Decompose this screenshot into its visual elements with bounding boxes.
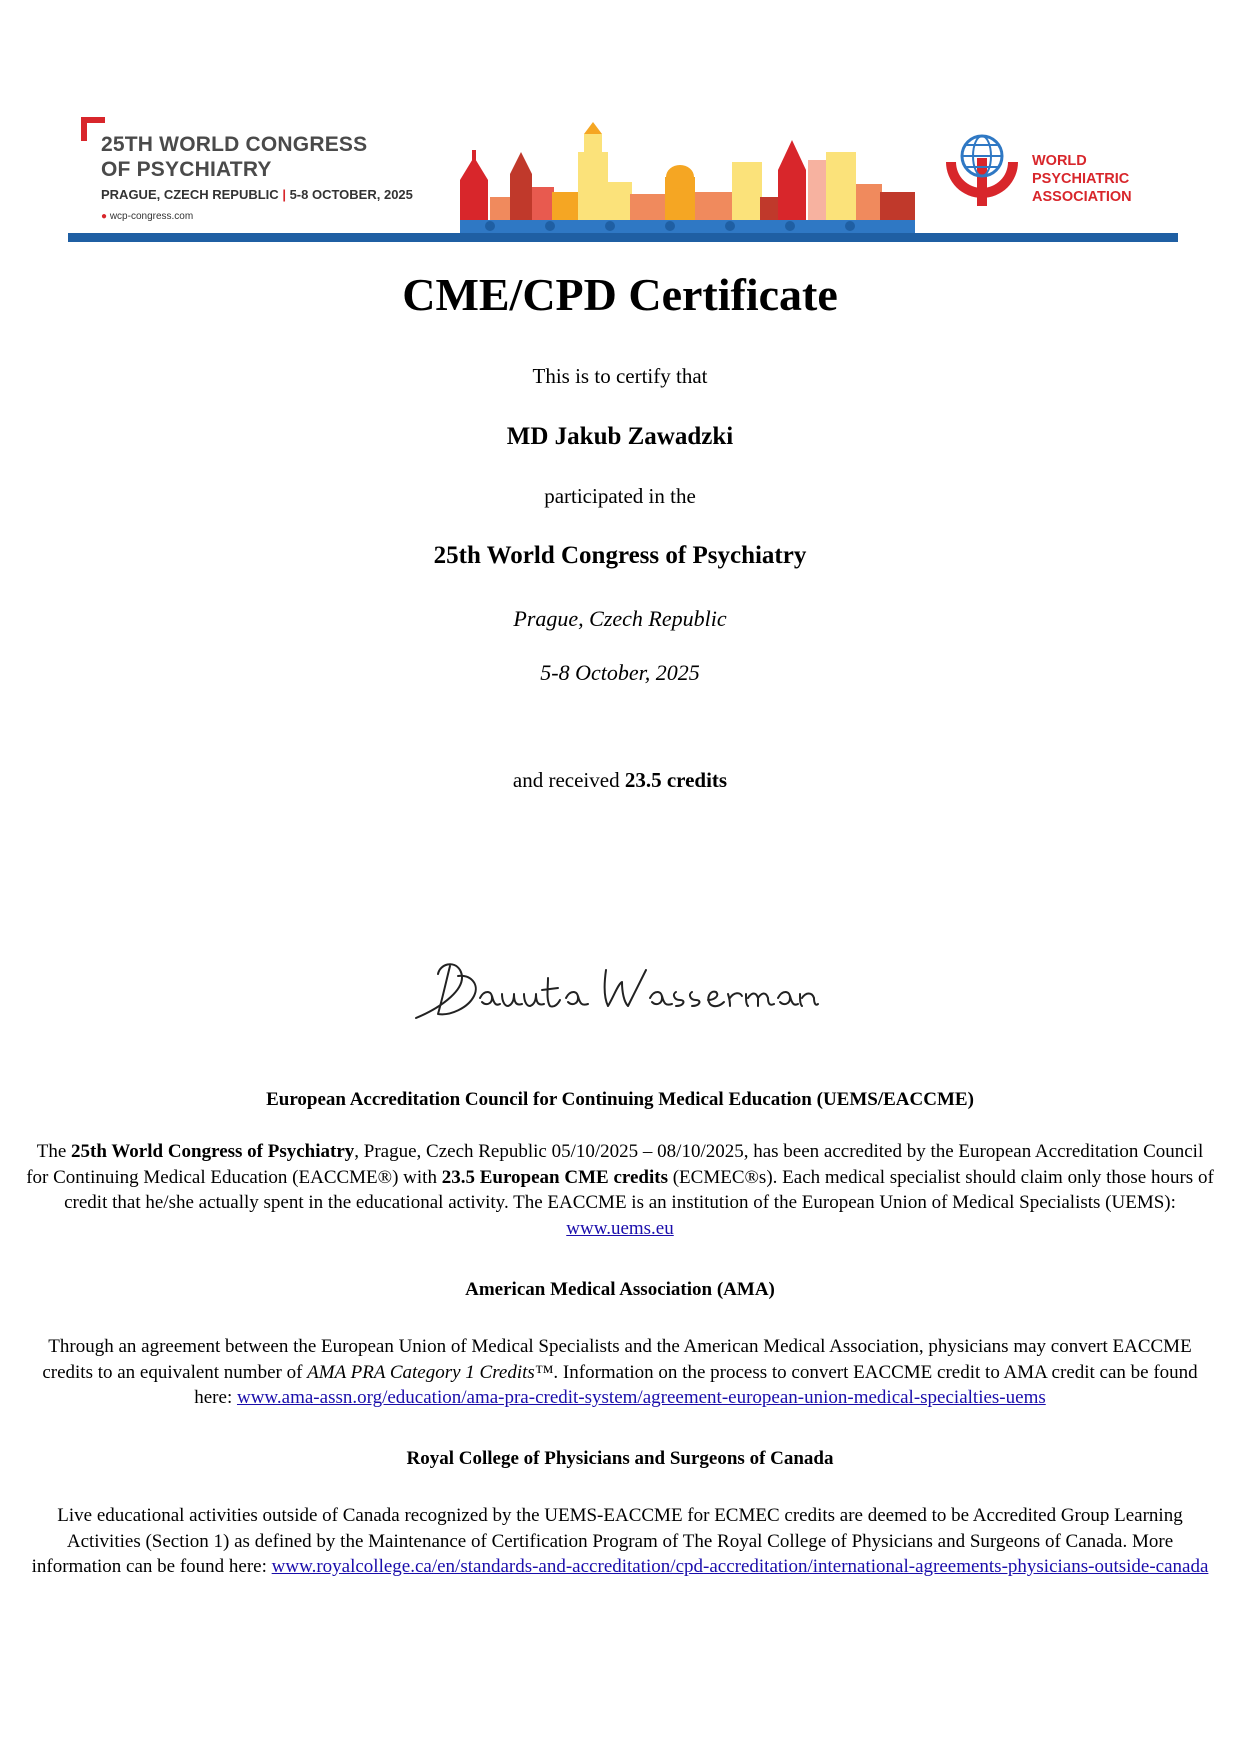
prague-skyline-illustration: [460, 122, 915, 235]
congress-title-line1: 25TH WORLD CONGRESS: [101, 133, 368, 156]
credits-value: 23.5 credits: [624, 768, 728, 792]
wpa-logo-text: [1032, 152, 1132, 206]
eaccme-text-3: (ECMEC®s). Each medical specialist should claim only those hours of credit that he/she actually spent in the educational activity. The EACCME is an institution of the European Union of Medical Specialists (UEMS):: [64, 1166, 1214, 1213]
event-dates: 5-8 October, 2025: [540, 660, 700, 685]
congress-location: PRAGUE, CZECH REPUBLIC: [101, 187, 279, 202]
ama-text-1: Through an agreement between the European Union of Medical Specialists and the American Medical Association, physicians may convert EACCME credits to an equivalent number of: [42, 1336, 1192, 1383]
eaccme-credits-bold: 23.5 European CME credits: [441, 1166, 668, 1188]
uems-link[interactable]: www.uems.eu: [566, 1217, 674, 1239]
participated-text: participated in the: [544, 484, 696, 508]
separator: |: [282, 187, 286, 202]
wpa-globe-logo-icon: [942, 128, 1022, 208]
royal-college-link[interactable]: www.royalcollege.ca/en/standards-and-accreditation/cpd-accreditation/international-agreements-physicians-outside-canada: [271, 1556, 1209, 1577]
wpa-line3: ASSOCIATION: [1032, 189, 1132, 205]
ama-paragraph: [24, 1334, 1216, 1411]
bullet-icon: ●: [101, 211, 108, 222]
eaccme-event-bold: 25th World Congress of Psychiatry: [71, 1141, 355, 1162]
certificate-title: CME/CPD Certificate: [402, 269, 838, 320]
signature-image: [410, 948, 820, 1028]
certify-text: This is to certify that: [532, 364, 708, 388]
rcpsc-paragraph: [24, 1503, 1216, 1580]
congress-title-line2: OF PSYCHIATRY: [101, 158, 272, 181]
credits-prefix: and received: [512, 768, 625, 792]
ama-section-title: American Medical Association (AMA): [465, 1279, 775, 1300]
event-name: 25th World Congress of Psychiatry: [433, 542, 807, 569]
eaccme-text-1: The: [36, 1141, 72, 1162]
website-text: wcp-congress.com: [109, 211, 194, 222]
credits-line: [0, 768, 1240, 793]
ama-text-2: . Information on the process to convert EACCME credit to AMA credit can be found here:: [194, 1361, 1198, 1408]
congress-dates: 5-8 OCTOBER, 2025: [289, 187, 413, 202]
eaccme-text-2: , Prague, Czech Republic 05/10/2025 – 08/10/2025, has been accredited by the European Accreditation Council for Continuing Medical Education (EACCME®) with: [26, 1141, 1204, 1188]
header-divider: [68, 233, 1178, 242]
rcpsc-text-1: Live educational activities outside of Canada recognized by the UEMS-EACCME for ECMEC credits are deemed to be Accredited Group Learning Activities (Section 1) as defined by the Maintenance of Certification Program of The Royal College of Physicians and Surgeons of Canada. More information can be found here:: [31, 1505, 1183, 1577]
eaccme-paragraph: [24, 1139, 1216, 1241]
congress-website: [101, 211, 193, 222]
rcpsc-section-title: Royal College of Physicians and Surgeons of Canada: [406, 1448, 834, 1469]
eaccme-section-title: European Accreditation Council for Continuing Medical Education (UEMS/EACCME): [266, 1089, 974, 1110]
recipient-name: MD Jakub Zawadzki: [506, 423, 734, 450]
ama-link[interactable]: www.ama-assn.org/education/ama-pra-credit-system/agreement-european-union-medical-specialties-uems: [236, 1387, 1046, 1408]
congress-location-dates: [101, 187, 413, 202]
event-place: Prague, Czech Republic: [513, 606, 727, 631]
wpa-line2: PSYCHIATRIC: [1032, 171, 1130, 187]
congress-header: [68, 112, 1178, 242]
wpa-line1: WORLD: [1032, 153, 1087, 169]
ama-credits-italic: AMA PRA Category 1 Credits™: [307, 1361, 554, 1383]
congress-logo-title: [101, 132, 367, 182]
